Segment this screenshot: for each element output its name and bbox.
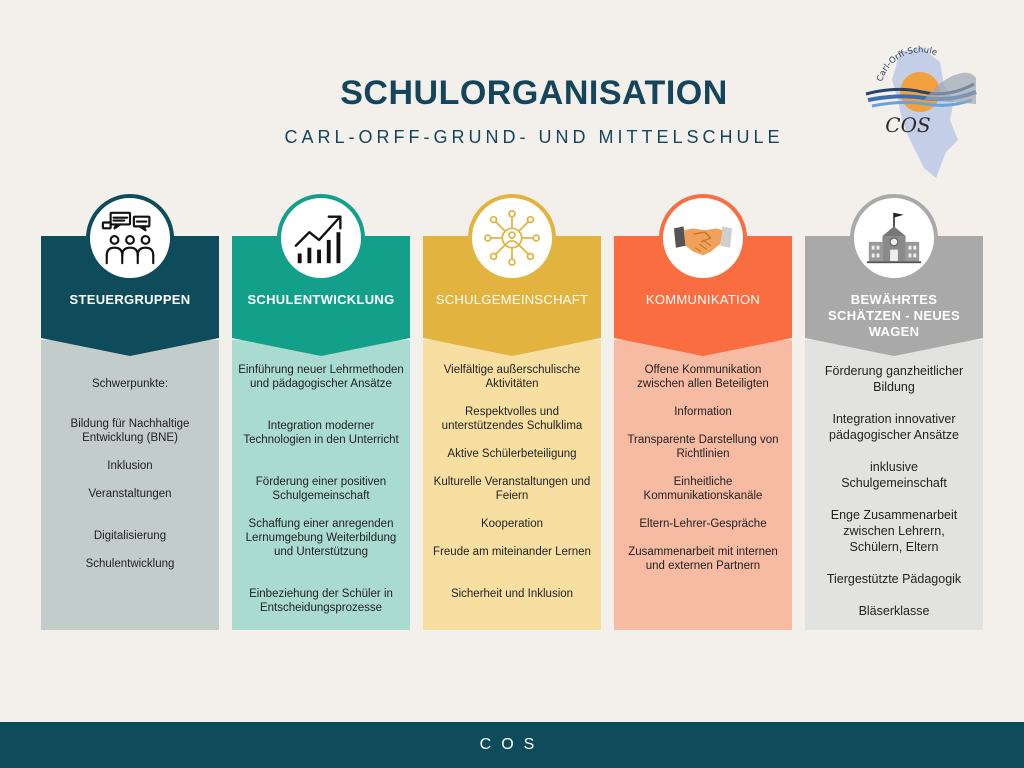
list-item: Veranstaltungen: [88, 488, 172, 500]
list-item: inklusive Schulgemeinschaft: [841, 460, 947, 490]
list-item: Transparente Darstellung von Richtlinien: [627, 434, 779, 460]
list-item: Einheitliche Kommunikationskanäle: [643, 476, 763, 502]
footer-bar: COS: [0, 722, 1024, 768]
list-item: Einbeziehung der Schüler in Entscheidungsprozesse: [249, 588, 393, 614]
column-label: KOMMUNIKATION: [645, 292, 761, 307]
list-item: Respektvolles und unterstützendes Schulklima: [441, 406, 583, 432]
list-item: Sicherheit und Inklusion: [450, 588, 574, 600]
column-steuergruppen: [41, 236, 219, 630]
list-item: Aktive Schülerbeteiligung: [447, 448, 577, 460]
list-item: Förderung einer positiven Schulgemeinschaft: [255, 476, 387, 502]
column-kommunikation: [614, 236, 792, 630]
list-item: Einführung neuer Lehrmethoden und pädagogischer Ansätze: [238, 364, 404, 390]
list-item: Bläserklasse: [858, 604, 930, 618]
logo-arc-text: Carl-Orff-Schule: [875, 45, 939, 84]
list-item: Eltern-Lehrer-Gespräche: [639, 518, 767, 530]
logo-monogram: COS: [885, 113, 931, 137]
column-schulentwicklung: [232, 236, 410, 630]
column-label: STEUERGRUPPEN: [69, 292, 191, 307]
list-item: Integration innovativer pädagogischer Ansätze: [829, 412, 959, 442]
column-label: SCHULGEMEINSCHAFT: [435, 292, 589, 307]
list-item: Vielfältige außerschulische Aktivitäten: [443, 364, 581, 390]
list-item: Information: [674, 406, 732, 418]
school-logo: [862, 40, 980, 180]
list-item: Inklusion: [107, 460, 153, 472]
list-item: Freude am miteinander Lernen: [433, 546, 591, 558]
list-item: Digitalisierung: [93, 530, 167, 542]
column-bewaehrtes: [805, 236, 983, 630]
list-item: Zusammenarbeit mit internen und externen Partnern: [628, 546, 778, 572]
list-item: Enge Zusammenarbeit zwischen Lehrern, Schülern, Eltern: [830, 508, 958, 554]
list-item: Förderung ganzheitlicher Bildung: [824, 364, 964, 394]
list-item: Schaffung einer anregenden Lernumgebung Weiterbildung und Unterstützung: [245, 518, 397, 558]
list-item: Offene Kommunikation zwischen allen Beteiligten: [637, 364, 769, 390]
list-item: Bildung für Nachhaltige Entwicklung (BNE): [70, 418, 190, 444]
list-item: Tiergestützte Pädagogik: [826, 572, 962, 586]
column-label: BEWÄHRTES SCHÄTZEN - NEUES WAGEN: [828, 292, 960, 339]
page-title: SCHULORGANISATION: [340, 74, 728, 112]
list-item: Integration moderner Technologien in den Unterricht: [243, 420, 399, 446]
column-label: SCHULENTWICKLUNG: [247, 292, 395, 307]
list-item: Schulentwicklung: [85, 558, 175, 570]
list-item: Kulturelle Veranstaltungen und Feiern: [433, 476, 591, 502]
list-item: Schwerpunkte:: [91, 378, 169, 390]
page-subtitle: CARL-ORFF-GRUND- UND MITTELSCHULE: [284, 127, 784, 147]
column-schulgemeinschaft: [423, 236, 601, 630]
list-item: Kooperation: [480, 518, 544, 530]
